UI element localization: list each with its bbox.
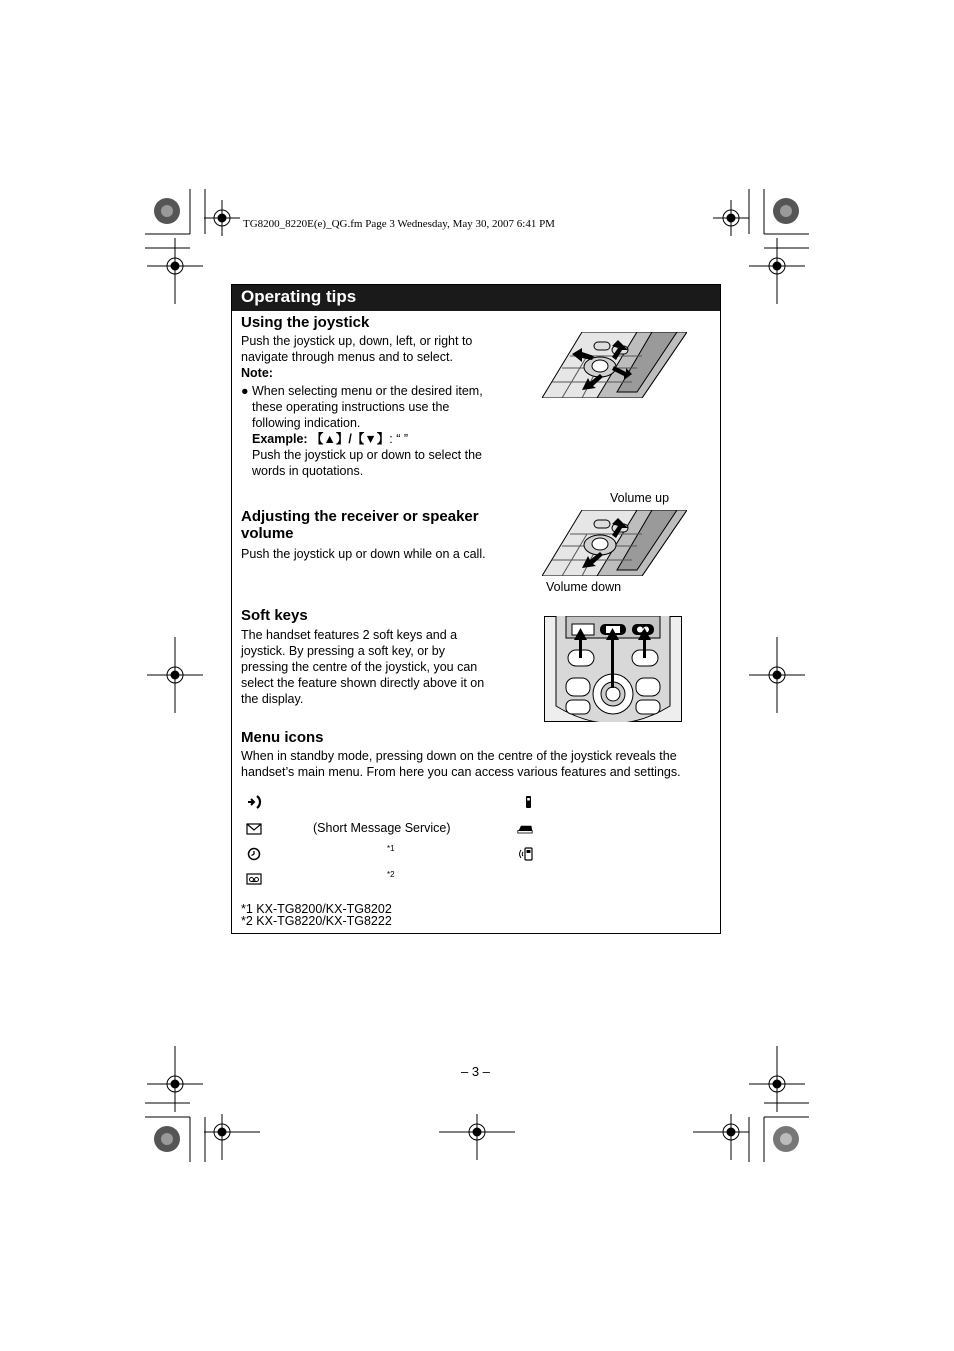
softkeys-desc [241, 627, 484, 707]
menu-desc-line-2: handset’s main menu. From here you can access various features and settings. [241, 765, 681, 779]
volume-heading-line-1: Adjusting the receiver or speaker [241, 508, 479, 525]
footnote-2: *2 KX-TG8220/KX-TG8222 [241, 914, 392, 928]
mail-icon [246, 822, 262, 836]
settings-icon [518, 847, 534, 861]
answering-machine-icon [246, 872, 262, 886]
footnotes [241, 903, 392, 927]
bullet-marker: ● [241, 384, 249, 398]
menu-icons-desc [241, 748, 681, 780]
softkeys-line-1: The handset features 2 soft keys and a [241, 628, 458, 642]
volume-heading [241, 508, 479, 542]
handset-icon [520, 795, 536, 809]
softkeys-heading: Soft keys [241, 607, 308, 624]
joystick-note-body [252, 383, 483, 479]
volume-up-label: Volume up [610, 491, 670, 505]
example-desc-line-1: Push the joystick up or down to select the [252, 448, 482, 462]
example-desc-line-2: words in quotations. [252, 464, 364, 478]
page-number: – 3 – [461, 1064, 490, 1079]
footnote-ref-2: *2 [387, 870, 395, 879]
volume-down-label: Volume down [546, 580, 622, 594]
sms-label: (Short Message Service) [313, 821, 451, 835]
intercom-icon [246, 795, 262, 809]
joystick-intro-line-1: Push the joystick up, down, left, or right to [241, 334, 473, 348]
footnote-ref-1: *1 [387, 844, 395, 853]
menu-desc-line-1: When in standby mode, pressing down on the centre of the joystick reveals the [241, 749, 677, 763]
section-titlebar [232, 285, 720, 311]
joystick-illustration [542, 332, 687, 398]
phone-base-icon [517, 822, 533, 836]
joystick-intro-line-2: navigate through menus and to select. [241, 350, 453, 364]
file-info-header: TG8200_8220E(e)_QG.fm Page 3 Wednesday, May 30, 2007 6:41 PM [243, 218, 555, 230]
softkeys-illustration [544, 616, 682, 722]
softkeys-line-4: select the feature shown directly above it on [241, 676, 485, 690]
volume-desc: Push the joystick up or down while on a call. [241, 547, 486, 561]
clock-icon [246, 847, 262, 861]
menu-icons-heading: Menu icons [241, 729, 324, 746]
footnote-1: *1 KX-TG8200/KX-TG8202 [241, 902, 392, 916]
bullet-line-2: these operating instructions use the [252, 400, 450, 414]
softkeys-line-2: joystick. By pressing a soft key, or by [241, 644, 446, 658]
softkeys-line-3: pressing the centre of the joystick, you can [241, 660, 478, 674]
section-title: Operating tips [241, 287, 357, 306]
bullet-line-1: When selecting menu or the desired item, [252, 384, 483, 398]
softkeys-line-5: the display. [241, 692, 304, 706]
bullet-line-3: following indication. [252, 416, 361, 430]
volume-illustration [542, 510, 687, 576]
joystick-heading: Using the joystick [241, 314, 370, 331]
volume-heading-line-2: volume [241, 525, 294, 542]
example-quote: : “ ” [389, 432, 409, 446]
joystick-intro [241, 333, 472, 381]
example-label: Example: 【▲】/【▼】 [252, 432, 390, 446]
note-label: Note: [241, 366, 273, 380]
